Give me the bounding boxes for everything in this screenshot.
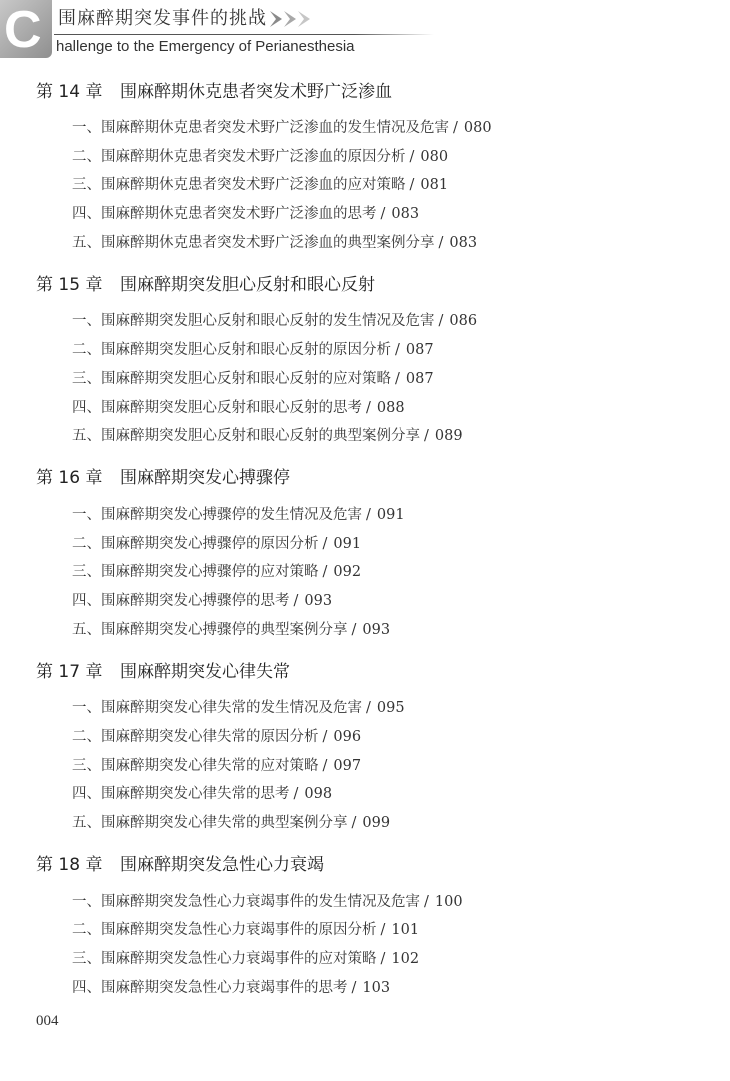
toc-separator: / [380,206,386,223]
toc-separator: / [322,729,328,745]
chapter-block [0,451,730,644]
book-title-en: hallenge to the Emergency of Perianesthesia [56,38,355,55]
chapter-heading[interactable] [36,64,730,114]
toc-separator: / [438,234,444,251]
chapter-title: 围麻醉期休克患者突发术野广泛渗血 [120,81,392,102]
toc-entry-page: 087 [405,370,434,387]
chapter-block [0,644,730,837]
table-of-contents [0,64,730,1003]
toc-entry-page: 096 [333,729,362,745]
toc-entry-page: 099 [362,815,391,832]
toc-entry-page: 091 [333,535,362,552]
toc-separator: / [351,621,357,638]
chapter-heading[interactable] [36,644,730,694]
running-header [0,0,730,60]
section-list [0,694,730,837]
page-number: 004 [36,1013,59,1029]
toc-separator: / [366,700,371,717]
section-list [0,114,730,257]
toc-entry[interactable] [72,616,730,645]
toc-entry-page: 103 [362,979,391,996]
toc-separator: / [438,313,444,330]
toc-entry-title: 三、围麻醉期突发心搏骤停的应对策略 [72,564,319,581]
toc-entry[interactable] [72,945,730,974]
toc-entry-page: 100 [434,893,463,910]
toc-entry-title: 五、围麻醉期休克患者突发术野广泛渗血的典型案例分享 [72,234,435,251]
toc-entry[interactable] [72,307,730,336]
toc-separator: / [424,893,429,910]
toc-entry-title: 二、围麻醉期休克患者突发术野广泛渗血的原因分析 [72,148,406,165]
toc-entry[interactable] [72,501,730,530]
toc-entry[interactable] [72,229,730,258]
toc-entry-title: 五、围麻醉期突发心搏骤停的典型案例分享 [72,621,348,638]
toc-entry-page: 083 [391,206,420,223]
toc-entry-page: 101 [391,922,420,939]
toc-separator: / [424,428,429,445]
toc-entry[interactable] [72,171,730,200]
toc-entry-title: 一、围麻醉期突发胆心反射和眼心反射的发生情况及危害 [72,313,435,330]
toc-entry-title: 三、围麻醉期突发心律失常的应对策略 [72,757,319,774]
toc-entry-page: 086 [449,313,478,330]
toc-entry[interactable] [72,809,730,838]
toc-entry[interactable] [72,888,730,917]
toc-entry-page: 091 [376,506,405,523]
section-list [0,501,730,644]
toc-separator: / [380,951,386,968]
chapter-title: 围麻醉期突发心搏骤停 [120,468,290,489]
toc-entry-title: 三、围麻醉期突发急性心力衰竭事件的应对策略 [72,951,377,968]
chapter-number: 第 14 章 [36,81,103,102]
toc-entry-title: 一、围麻醉期突发心搏骤停的发生情况及危害 [72,506,362,523]
toc-entry-title: 四、围麻醉期突发急性心力衰竭事件的思考 [72,979,348,996]
chapter-title: 围麻醉期突发心律失常 [120,661,290,682]
toc-separator: / [322,535,328,552]
toc-entry-title: 四、围麻醉期突发心搏骤停的思考 [72,592,290,609]
chapter-block [0,64,730,257]
toc-entry-page: 097 [333,757,362,774]
toc-entry-title: 三、围麻醉期休克患者突发术野广泛渗血的应对策略 [72,177,406,194]
toc-entry-title: 五、围麻醉期突发胆心反射和眼心反射的典型案例分享 [72,428,420,445]
toc-entry-page: 081 [420,177,449,194]
section-list [0,888,730,1003]
toc-separator: / [366,506,371,523]
toc-entry[interactable] [72,694,730,723]
toc-entry[interactable] [72,587,730,616]
chapter-number: 第 15 章 [36,274,103,295]
toc-entry-page: 080 [463,120,492,136]
toc-separator: / [395,342,400,359]
chapter-block [0,838,730,1003]
toc-entry-page: 087 [405,342,434,359]
toc-separator: / [366,399,371,416]
chapter-heading[interactable] [36,257,730,307]
toc-entry[interactable] [72,723,730,752]
toc-entry-page: 095 [376,700,405,717]
toc-entry-title: 三、围麻醉期突发胆心反射和眼心反射的应对策略 [72,370,391,387]
toc-entry-page: 093 [362,621,391,638]
toc-entry[interactable] [72,365,730,394]
toc-separator: / [351,815,357,832]
header-rule [54,34,354,35]
chapter-title: 围麻醉期突发胆心反射和眼心反射 [120,274,375,295]
toc-entry[interactable] [72,530,730,559]
toc-entry-title: 一、围麻醉期休克患者突发术野广泛渗血的发生情况及危害 [72,120,449,136]
chapter-number: 第 17 章 [36,661,103,682]
book-title-cn: 围麻醉期突发事件的挑战 [58,8,267,29]
toc-separator: / [409,177,415,194]
toc-separator: / [322,757,328,774]
chapter-number: 第 18 章 [36,855,103,876]
toc-entry-title: 四、围麻醉期突发心律失常的思考 [72,786,290,803]
toc-separator: / [293,592,299,609]
badge-letter: C [4,1,42,59]
toc-entry-title: 二、围麻醉期突发心搏骤停的原因分析 [72,535,319,552]
chapter-heading[interactable] [36,838,730,888]
toc-entry-title: 五、围麻醉期突发心律失常的典型案例分享 [72,815,348,832]
toc-entry-title: 四、围麻醉期休克患者突发术野广泛渗血的思考 [72,206,377,223]
toc-separator: / [395,370,400,387]
chapter-heading[interactable] [36,451,730,501]
toc-entry-page: 098 [304,786,333,803]
chapter-title: 围麻醉期突发急性心力衰竭 [120,855,324,876]
toc-entry[interactable] [72,916,730,945]
toc-entry-page: 083 [449,234,478,251]
toc-entry-title: 二、围麻醉期突发心律失常的原因分析 [72,729,319,745]
toc-entry[interactable] [72,394,730,423]
toc-entry[interactable] [72,558,730,587]
toc-entry[interactable] [72,143,730,172]
toc-entry[interactable] [72,780,730,809]
toc-entry[interactable] [72,422,730,451]
toc-entry-page: 102 [391,951,420,968]
toc-entry-page: 089 [434,428,463,445]
toc-entry[interactable] [72,336,730,365]
toc-separator: / [380,922,386,939]
toc-entry-page: 088 [376,399,405,416]
section-list [0,307,730,450]
toc-entry-title: 一、围麻醉期突发急性心力衰竭事件的发生情况及危害 [72,893,420,910]
toc-entry-title: 二、围麻醉期突发急性心力衰竭事件的原因分析 [72,922,377,939]
toc-entry-page: 080 [420,148,449,165]
toc-entry-page: 092 [333,564,362,581]
toc-separator: / [293,786,299,803]
toc-entry-title: 四、围麻醉期突发胆心反射和眼心反射的思考 [72,399,362,416]
toc-separator: / [453,120,458,136]
header-rule-fade [354,34,434,35]
toc-separator: / [351,979,357,996]
toc-entry-title: 二、围麻醉期突发胆心反射和眼心反射的原因分析 [72,342,391,359]
toc-entry-title: 一、围麻醉期突发心律失常的发生情况及危害 [72,700,362,717]
toc-separator: / [409,148,415,165]
toc-entry[interactable] [72,752,730,781]
toc-entry[interactable] [72,200,730,229]
chapter-number: 第 16 章 [36,468,103,489]
toc-separator: / [322,564,328,581]
toc-entry[interactable] [72,114,730,143]
toc-entry-page: 093 [304,592,333,609]
triple-chevron-right-icon [268,10,328,28]
chapter-block [0,257,730,450]
toc-entry[interactable] [72,974,730,1003]
